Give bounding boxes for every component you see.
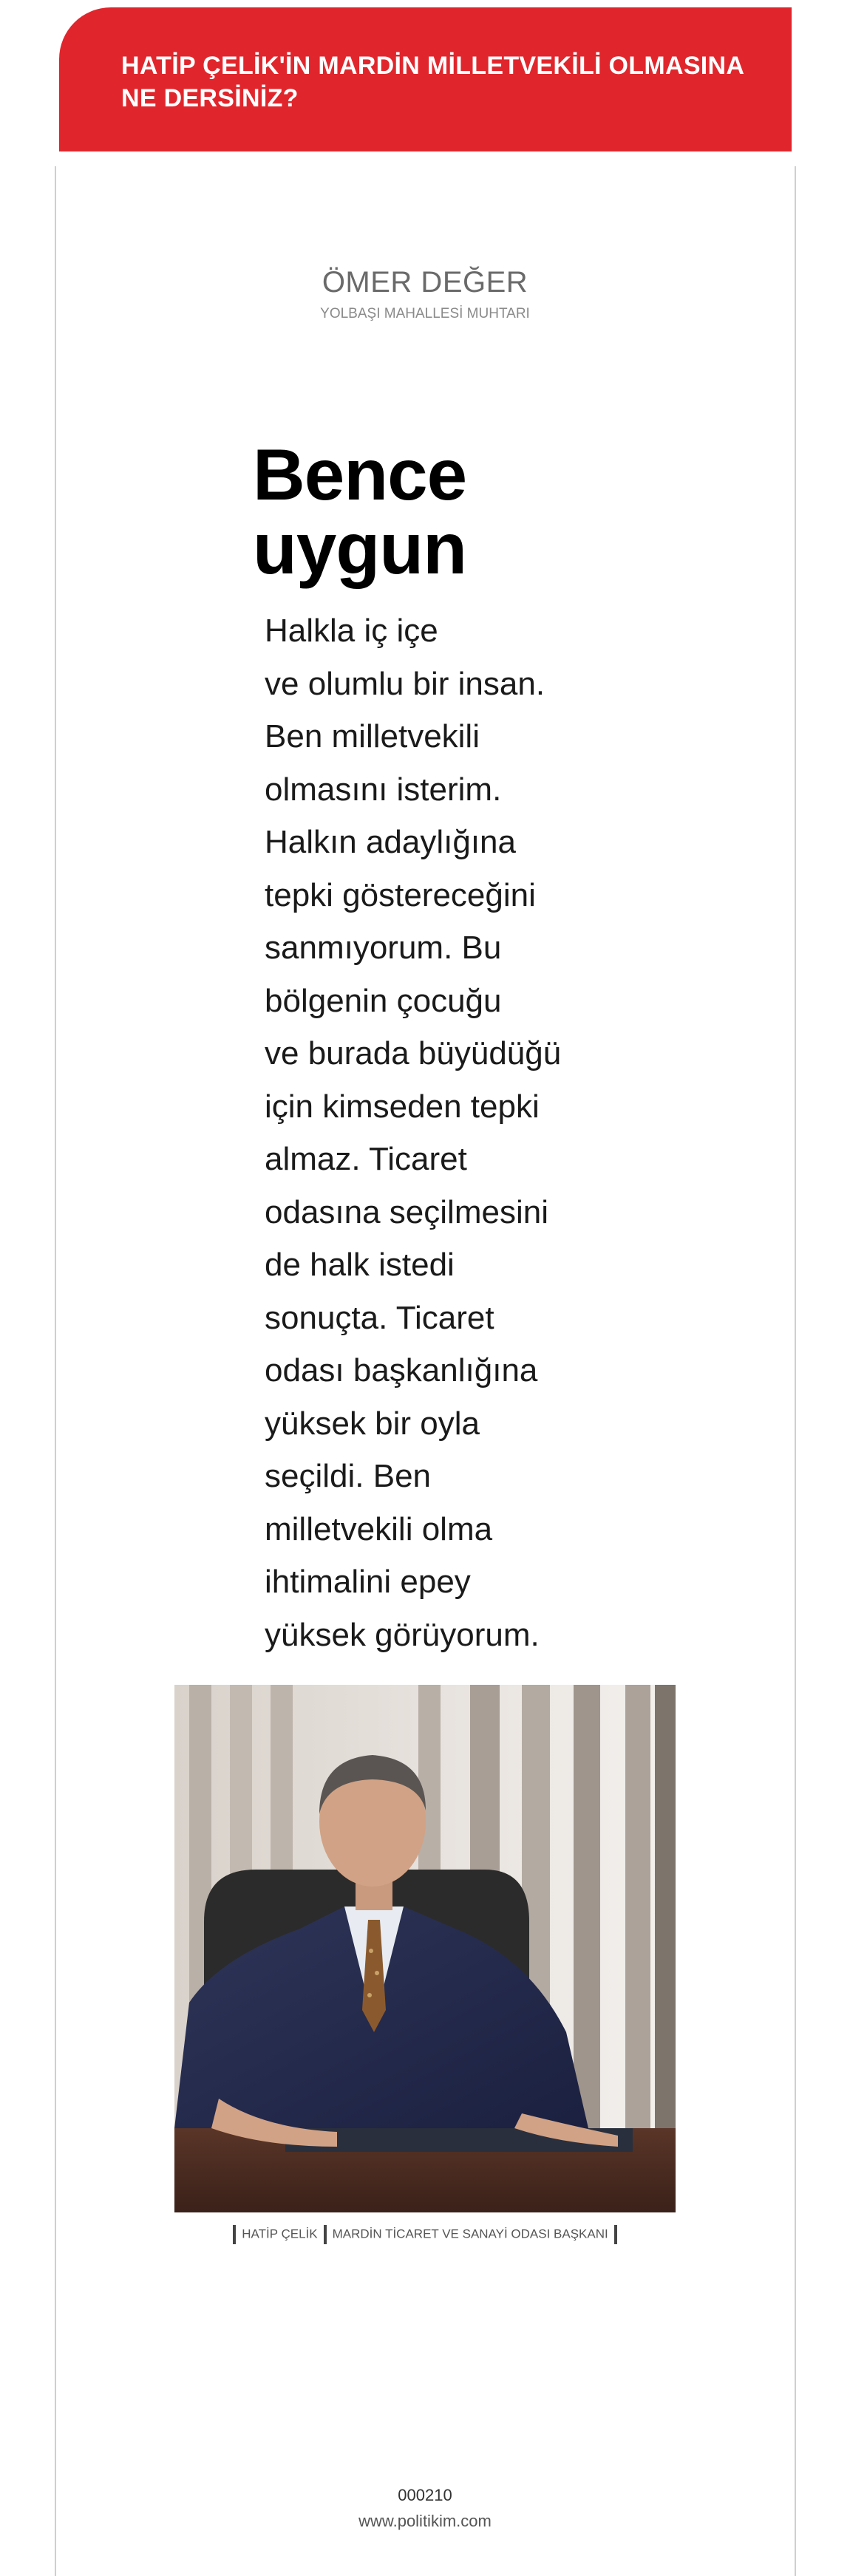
headline	[253, 434, 548, 589]
website-link[interactable]: www.politikim.com	[358, 2512, 492, 2530]
body-line: odasına seçilmesini	[265, 1193, 548, 1230]
byline	[0, 265, 850, 324]
portrait-photo	[174, 1685, 676, 2212]
page-title: HATİP ÇELİK'İN MARDİN MİLLETVEKİLİ OLMASINA NE DERSİNİZ?	[121, 52, 744, 112]
caption-separator	[233, 2225, 236, 2244]
body-line: için kimseden tepki	[265, 1088, 540, 1125]
frame-border-left	[55, 166, 56, 2576]
body-line: milletvekili olma	[265, 1510, 493, 1547]
body-line: olmasını isterim.	[265, 771, 502, 808]
author-role: YOLBAŞI MAHALLESİ MUHTARI	[320, 306, 530, 321]
body-line: yüksek görüyorum.	[265, 1616, 540, 1653]
body-line: Halkın adaylığına	[265, 824, 516, 860]
body-line: sanmıyorum. Bu	[265, 930, 502, 966]
frame-border-right	[795, 166, 796, 2576]
photo-caption	[0, 2223, 850, 2246]
author-name: ÖMER DEĞER	[322, 266, 528, 299]
article-body	[265, 604, 590, 1661]
page-code: 000210	[398, 2486, 452, 2504]
footer	[0, 2484, 850, 2533]
body-line: Halkla iç içe	[265, 613, 438, 649]
body-line: odası başkanlığına	[265, 1352, 538, 1388]
body-line: ve olumlu bir insan.	[265, 665, 545, 702]
portrait-image	[174, 1685, 676, 2212]
body-line: yüksek bir oyla	[265, 1405, 480, 1442]
body-line: tepki göstereceğini	[265, 876, 536, 913]
caption-title: MARDİN TİCARET VE SANAYİ ODASI BAŞKANI	[332, 2226, 608, 2241]
body-line: sonuçta. Ticaret	[265, 1299, 494, 1336]
body-line: ihtimalini epey	[265, 1564, 471, 1600]
caption-separator	[614, 2225, 617, 2244]
body-line: almaz. Ticaret	[265, 1141, 467, 1177]
body-line: de halk istedi	[265, 1247, 455, 1283]
body-line: bölgenin çocuğu	[265, 982, 502, 1019]
headline-line-2: uygun	[253, 508, 466, 589]
body-line: ve burada büyüdüğü	[265, 1035, 562, 1071]
headline-line-1: Bence	[253, 434, 467, 515]
body-line: seçildi. Ben	[265, 1458, 432, 1494]
header-banner	[59, 7, 792, 151]
caption-name: HATİP ÇELİK	[242, 2226, 318, 2241]
body-line: Ben milletvekili	[265, 718, 480, 754]
caption-separator	[324, 2225, 327, 2244]
